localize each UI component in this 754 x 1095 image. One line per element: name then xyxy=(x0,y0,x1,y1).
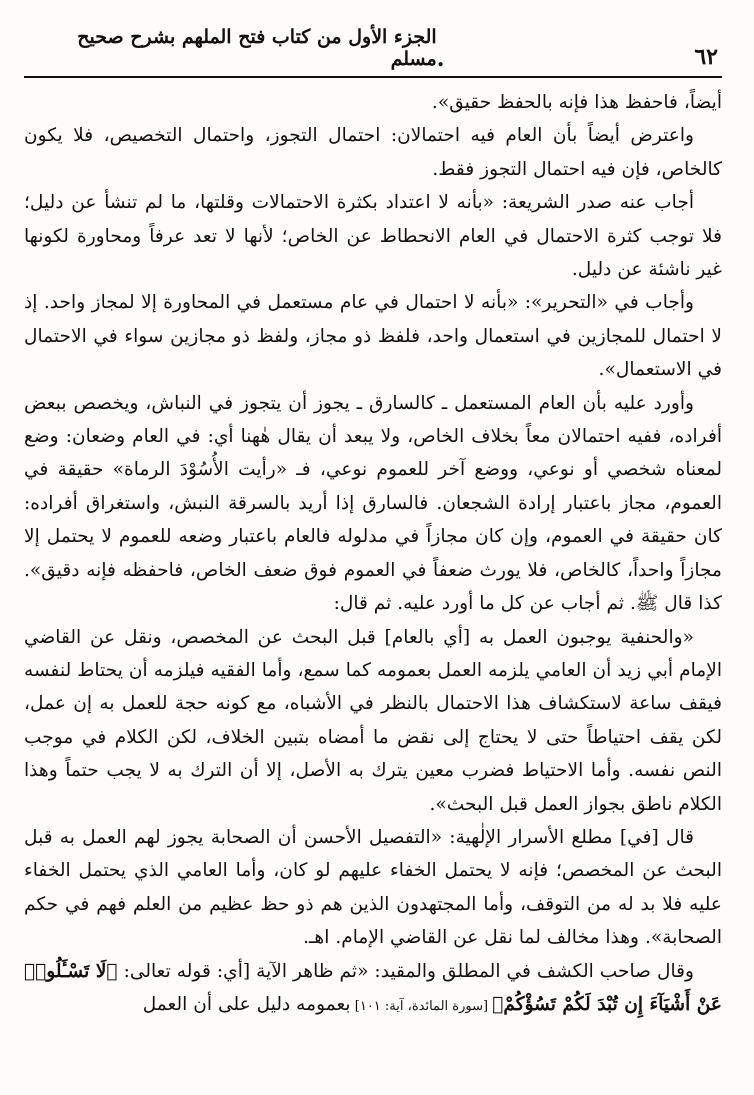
paragraph-7: قال [في] مطلع الأسرار الإلٰهية: «التفصيل الأحسن أن الصحابة يجوز لهم العمل به قبل البحث عن المخصص؛ فإنه لا يحتمل الخفاء عليهم لو كان، وأما العامي الذي يحتمل الخفاء عليه فلا بد له من التوقف، وأما المجتهدون الذين هم ذو حظ عظيم من العلم فهم في حكم الصحابة». وهذا مخالف لما نقل عن القاضي الإمام. اهـ. xyxy=(24,826,722,949)
paragraph-8 xyxy=(24,955,722,1024)
page-body xyxy=(24,86,722,1023)
paragraph-4: وأجاب في «التحرير»: «بأنه لا احتمال في عام مستعمل في المحاورة إلا لمجاز واحد. إذ لا احتمال للمجازين في استعمال واحد، فلفظ ذو مجاز، ولفظ ذو مجازين سواء في الاحتمال في الاستعمال». xyxy=(24,292,722,381)
paragraph-1: أيضاً، فاحفظ هذا فإنه بالحفظ حقيق». xyxy=(431,92,722,113)
paragraph-6: «والحنفية يوجبون العمل به [أي بالعام] قبل البحث عن المخصص، ونقل عن القاضي الإمام أبي زيد أن العامي يلزمه العمل بعمومه كما سمع، وأما الفقيه فيلزمه أن يحتاط لنفسه فيقف ساعة لاستكشاف هذا الاحتمال بالنظر في الأشباه، مع كونه حجة للعمل به إن عمل، لكن يقف احتياطاً حتى لا يحتاج إلى نقض ما أمضاه بتبين الخلاف، لكن الكلام في موجب النص نفسه. وأما الاحتياط فضرب معين يترك به الأصل، إلا أن الترك به لا يجب حتماً وهذا الكلام ناطق بجواز العمل قبل البحث». xyxy=(24,626,722,815)
header-dot: . xyxy=(436,46,445,72)
paragraph-2: واعترض أيضاً بأن العام فيه احتمالان: احتمال التجوز، واحتمال التخصيص، فلا يكون كالخاص، فإن فيه احتمال التجوز فقط. xyxy=(24,125,722,180)
page-header xyxy=(24,26,722,78)
running-title: الجزء الأول من كتاب فتح الملهم بشرح صحيح مسلم xyxy=(77,26,437,70)
page-number: ٦٢ xyxy=(694,44,718,70)
verse-reference: [سورة المائدة، آية: ١٠١] xyxy=(350,998,493,1014)
paragraph-5: وأورد عليه بأن العام المستعمل ـ كالسارق ـ يجوز أن يتجوز في النباش، ويخصص ببعض أفراده، ففيه احتمالان معاً بخلاف الخاص، ولا يبعد أن يقال هٰهنا أي: في العام وضعان: وضع لمعناه شخصي أو نوعي، ووضع آخر للعموم نوعي، فـ «رأيت الأُسُوْدَ الرماة» حقيقة في العموم، مجاز باعتبار إرادة الشجعان. فالسارق إذا أريد بالسرقة النبش، واستغراق أفراده: كان حقيقة في العموم، وإن كان مجازاً في مدلوله فالعام باعتبار وضعه للعموم لا يحتمل إلا مجازاً واحداً، كالخاص، فلا يورث ضعفاً في العموم فوق ضعف الخاص، فاحفظه فإنه دقيق». كذا قال ﷺ. ثم أجاب عن كل ما أورد عليه. ثم قال: xyxy=(24,392,722,615)
paragraph-8-tail: بعمومه دليل على أن العمل xyxy=(142,993,351,1015)
quran-verse: ﴿لَا تَسْـَٔلُوا۟ عَنْ أَشْيَآءَ إِن تُبْدَ لَكُمْ تَسُؤْكُمْ﴾ xyxy=(24,960,722,1015)
paragraph-8-lead: وقال صاحب الكشف في المطلق والمقيد: «ثم ظاهر الآية [أي: قوله تعالى: xyxy=(117,960,694,982)
book-page xyxy=(24,26,722,1023)
paragraph-3: أجاب عنه صدر الشريعة: «بأنه لا اعتداد بكثرة الاحتمالات وقلتها، ما لم تنشأ عن دليل؛ فلا توجب كثرة الاحتمال في العام الانحطاط عن الخاص؛ لأنها لا تعد عرفاً ومحاورة لكونها غير ناشئة عن دليل. xyxy=(24,192,722,281)
